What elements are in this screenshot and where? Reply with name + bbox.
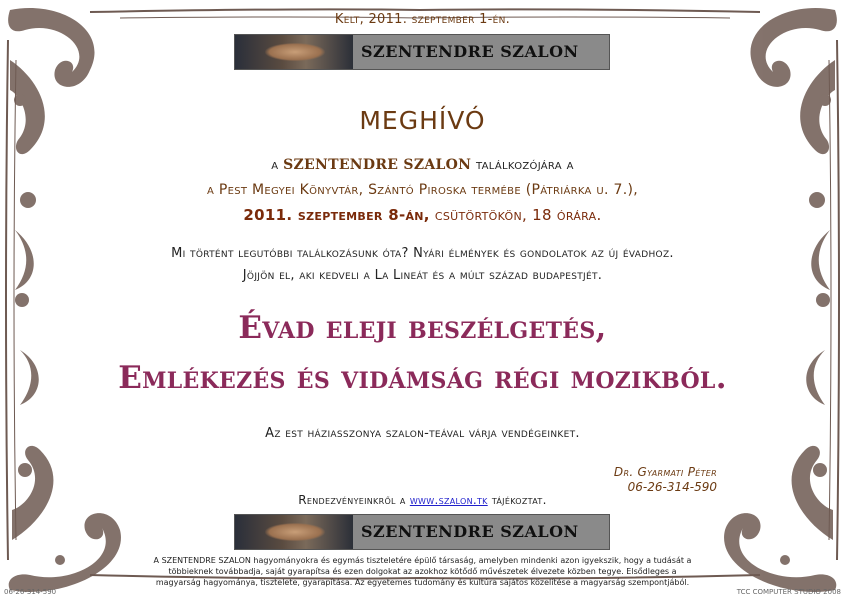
headline-line-1: Évad eleji beszélgetés,: [238, 310, 607, 346]
corner-ornament-bottom-left: [9, 446, 121, 592]
corner-credit: TCC COMPUTER STUDIO 2008: [736, 588, 841, 596]
invite-when-date: 2011. szeptember 8-án,: [243, 206, 430, 224]
corner-ornament-bottom-right: [724, 446, 836, 592]
invitation-title: MEGHÍVÓ: [359, 106, 486, 135]
brand-banner-top: [234, 34, 610, 70]
website-link[interactable]: www.szalon.tk: [409, 493, 488, 507]
headline-line-2: Emlékezés és vidámság régi mozikból.: [118, 360, 727, 396]
signature-phone: 06-26-314-590: [627, 480, 717, 494]
invite-prefix: a: [271, 157, 279, 173]
brand-banner-name-bottom: SZENTENDRE SZALON: [361, 522, 579, 541]
signature-name: Dr. Gyarmati Péter: [613, 465, 717, 479]
invite-suffix: találkozójára a: [476, 157, 574, 173]
handshake-photo: [235, 35, 353, 69]
brand-banner-name: SZENTENDRE SZALON: [361, 42, 579, 61]
invite-line-1: [0, 157, 845, 173]
invite-venue: a Pest Megyei Könyvtár, Szántó Piroska termébe (Pátriárka u. 7.),: [206, 182, 639, 198]
invite-brand: SZENTENDRE SZALON: [283, 157, 472, 173]
issue-date: Kelt, 2011. szeptember 1-én.: [334, 12, 511, 27]
invite-when: [0, 206, 845, 224]
info-suffix: tájékoztat.: [491, 493, 547, 507]
body-line-1: Mi történt legutóbbi találkozásunk óta? Nyári élmények és gondolatok az új évadhoz.: [171, 246, 674, 261]
corner-phone: 06-26-314-590: [4, 588, 57, 596]
hostess-line: Az est háziasszonya szalon-teával várja vendégeinket.: [265, 426, 580, 441]
brand-banner-bottom: [234, 514, 610, 550]
body-line-2: Jöjjön el, aki kedveli a La Lineát és a múlt század budapestjét.: [242, 268, 603, 283]
info-prefix: Rendezvényeinkről a: [298, 493, 406, 507]
footer-description: A SZENTENDRE SZALON hagyományokra és egymás tiszteletére épülő társaság, amelyben mindenki azon igyekszik, hogy a tudását a többieknek továbbadja, saját gyarapítsa és ezen dolgokat az azokhoz kötődő művészetek élvezete közben tegye. Elsődleges a magyarság hagyománya, tisztelete, gyarapítása. Az egyetemes tudomány és kultúra sajátos közelítése a magyarság szempontjából.: [153, 556, 692, 587]
handshake-photo-bottom: [235, 515, 353, 549]
info-line: [0, 493, 845, 507]
invite-when-time: csütörtökön, 18 órára.: [434, 206, 602, 224]
